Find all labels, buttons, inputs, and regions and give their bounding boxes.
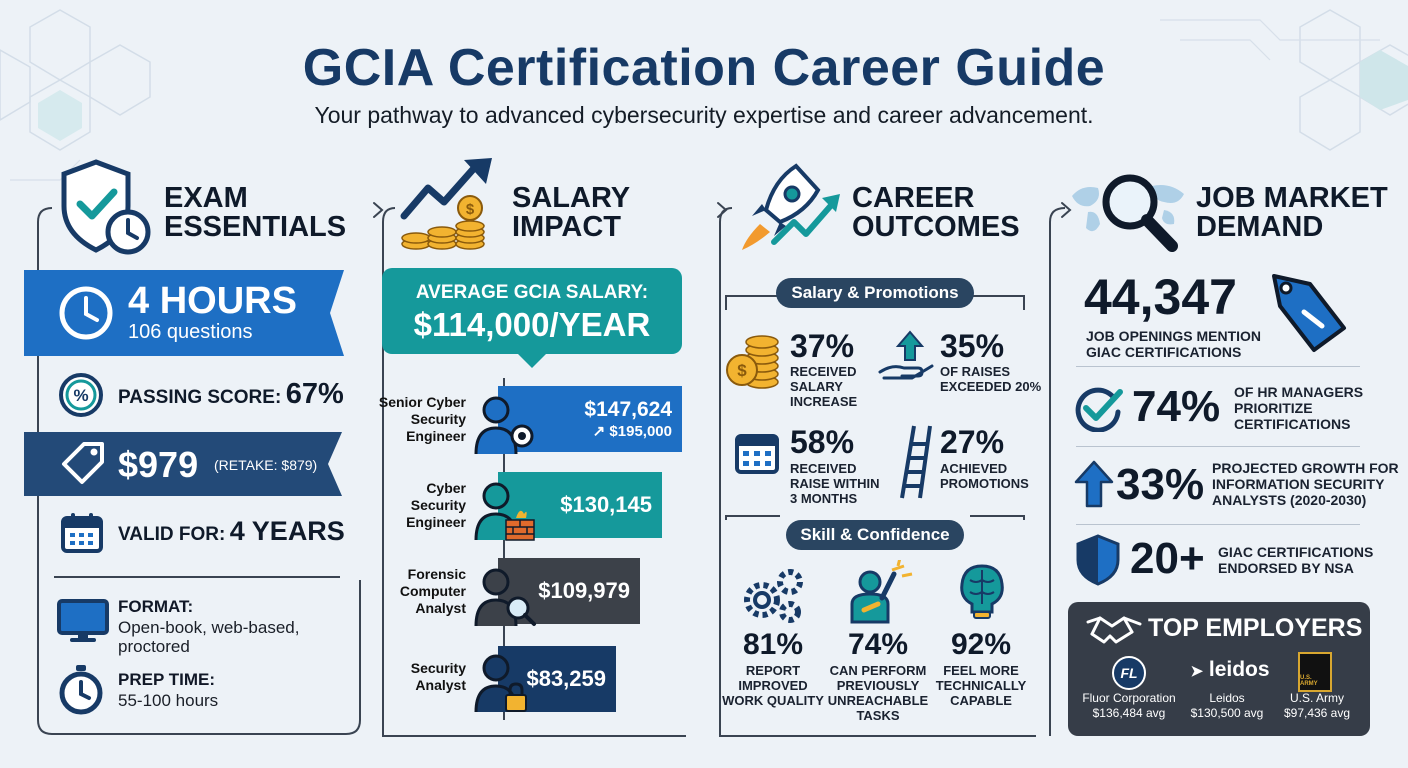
- shield-clock-icon: [56, 158, 152, 258]
- check-circle-icon: [1074, 386, 1124, 432]
- role-bar-forensic: $109,979: [498, 558, 640, 624]
- top-employers-title: TOP EMPLOYERS: [1148, 614, 1363, 642]
- globe-magnifier-icon: [1068, 166, 1192, 258]
- nsa-count-label: GIAC CERTIFICATIONS ENDORSED BY NSA: [1218, 544, 1374, 576]
- skill-work-quality-value: 81%: [742, 628, 804, 661]
- calendar-grid-icon: [734, 430, 780, 476]
- leidos-swoosh-icon: ➤: [1190, 663, 1204, 680]
- fluor-logo: FL: [1112, 656, 1146, 690]
- exam-retake-cost: (RETAKE: $879): [214, 457, 318, 473]
- engineer-gear-icon: [470, 390, 544, 456]
- price-tag-icon: [1264, 270, 1348, 356]
- employer-fluor: Fluor Corporation $136,484 avg: [1082, 691, 1176, 720]
- stat-salary-increase-label: RECEIVED SALARY INCREASE: [790, 364, 858, 409]
- person-wrench-icon: [848, 560, 914, 624]
- growth-label: PROJECTED GROWTH FOR INFORMATION SECURITY ANALYSTS (2020-2030): [1212, 460, 1399, 508]
- avg-salary-value: $114,000/YEAR: [413, 306, 651, 343]
- stat-raise-3mo-label: RECEIVED RAISE WITHIN 3 MONTHS: [790, 461, 880, 506]
- role-bar-engineer: $130,145: [498, 472, 662, 538]
- job-openings-value: 44,347: [1084, 269, 1237, 325]
- stat-raises-value: 35%: [940, 328, 1005, 364]
- avg-salary-label: AVERAGE GCIA SALARY:: [415, 282, 649, 303]
- gears-icon: [740, 566, 806, 624]
- prep-label: PREP TIME:: [118, 670, 215, 689]
- market-divider-2: [1076, 446, 1360, 447]
- nsa-count-value: 20+: [1130, 534, 1205, 583]
- exam-questions: 106 questions: [128, 321, 253, 343]
- employer-leidos: Leidos $130,500 avg: [1190, 691, 1264, 720]
- svg-text:%: %: [73, 386, 89, 405]
- stat-raises-label: OF RAISES EXCEEDED 20%: [940, 364, 1042, 394]
- passing-score: PASSING SCORE: 67%: [118, 378, 344, 410]
- hand-arrow-up-icon: [878, 330, 934, 382]
- engineer-firewall-icon: [470, 476, 540, 542]
- employer-army: U.S. Army $97,436 avg: [1283, 691, 1351, 720]
- stat-promotions-label: ACHIEVED PROMOTIONS: [940, 461, 1029, 491]
- format-label: FORMAT:: [118, 597, 194, 616]
- market-divider-1: [1076, 366, 1360, 367]
- stat-salary-increase-value: 37%: [790, 328, 855, 364]
- hr-priority-label: OF HR MANAGERS PRIORITIZE CERTIFICATIONS: [1234, 384, 1364, 432]
- analyst-magnifier-icon: [470, 562, 540, 628]
- role-forensic-computer-analyst: Forensic Computer Analyst: [399, 566, 466, 616]
- role-top-salary: ↗ $195,000: [592, 423, 672, 440]
- shield-icon: [1076, 534, 1120, 586]
- stopwatch-icon: [58, 664, 104, 716]
- market-divider-3: [1076, 524, 1360, 525]
- calendar-icon: [60, 512, 104, 554]
- page-title: GCIA Certification Career Guide: [302, 39, 1106, 97]
- role-bar-analyst: $83,259: [498, 646, 616, 712]
- group-salary-promotions: Salary & Promotions: [776, 278, 974, 308]
- exam-duration: 4 HOURS: [128, 280, 297, 322]
- leidos-logo: ➤ leidos: [1190, 658, 1270, 681]
- handshake-icon: [1086, 612, 1142, 648]
- hr-priority-value: 74%: [1132, 382, 1221, 431]
- page-subtitle: Your pathway to advanced cybersecurity expertise and career advancement.: [314, 102, 1094, 128]
- skill-capable-value: 92%: [950, 628, 1012, 661]
- valid-duration: VALID FOR: 4 YEARS: [118, 516, 345, 546]
- monitor-icon: [56, 598, 110, 644]
- skill-work-quality-label: REPORT IMPROVED WORK QUALITY: [722, 663, 824, 708]
- skill-new-tasks-value: 74%: [847, 628, 909, 661]
- role-security-analyst: Security Analyst: [410, 660, 466, 693]
- stat-raise-3mo-value: 58%: [790, 424, 855, 460]
- analyst-lock-icon: [470, 648, 540, 714]
- skill-new-tasks-label: CAN PERFORM PREVIOUSLY UNREACHABLE TASKS: [827, 663, 929, 723]
- coin-stack-icon: [724, 330, 782, 390]
- job-openings-label: JOB OPENINGS MENTION GIAC CERTIFICATIONS: [1086, 328, 1262, 360]
- career-heading: CAREER OUTCOMES: [852, 182, 1020, 243]
- exam-cost: $979: [118, 444, 199, 485]
- ladder-icon: [892, 424, 932, 500]
- army-logo: U.S. ARMY: [1298, 652, 1332, 692]
- rocket-trend-icon: [734, 160, 846, 256]
- market-heading: JOB MARKET DEMAND: [1196, 182, 1388, 243]
- group-skill-confidence: Skill & Confidence: [786, 520, 964, 550]
- role-senior-cyber-security-engineer: Senior Cyber Security Engineer: [378, 394, 466, 444]
- svg-text:$: $: [737, 361, 747, 380]
- growth-value: 33%: [1116, 460, 1205, 509]
- exam-divider: [54, 576, 340, 578]
- role-cyber-security-engineer: Cyber Security Engineer: [406, 480, 466, 530]
- svg-text:$: $: [465, 201, 475, 218]
- brain-bulb-icon: [952, 562, 1012, 624]
- arrow-up-icon: [1074, 460, 1114, 508]
- percent-icon: [58, 372, 104, 418]
- skill-capable-label: FEEL MORE TECHNICALLY CAPABLE: [935, 663, 1027, 708]
- salary-heading: SALARY IMPACT: [512, 182, 631, 243]
- format-value: Open-book, web-based, proctored: [118, 618, 300, 656]
- exam-heading: EXAM ESSENTIALS: [164, 182, 347, 243]
- stat-promotions-value: 27%: [940, 424, 1005, 460]
- prep-value: 55-100 hours: [118, 691, 219, 710]
- role-bar-senior: $147,624 ↗ $195,000: [498, 386, 682, 452]
- coins-trend-icon: [398, 156, 498, 254]
